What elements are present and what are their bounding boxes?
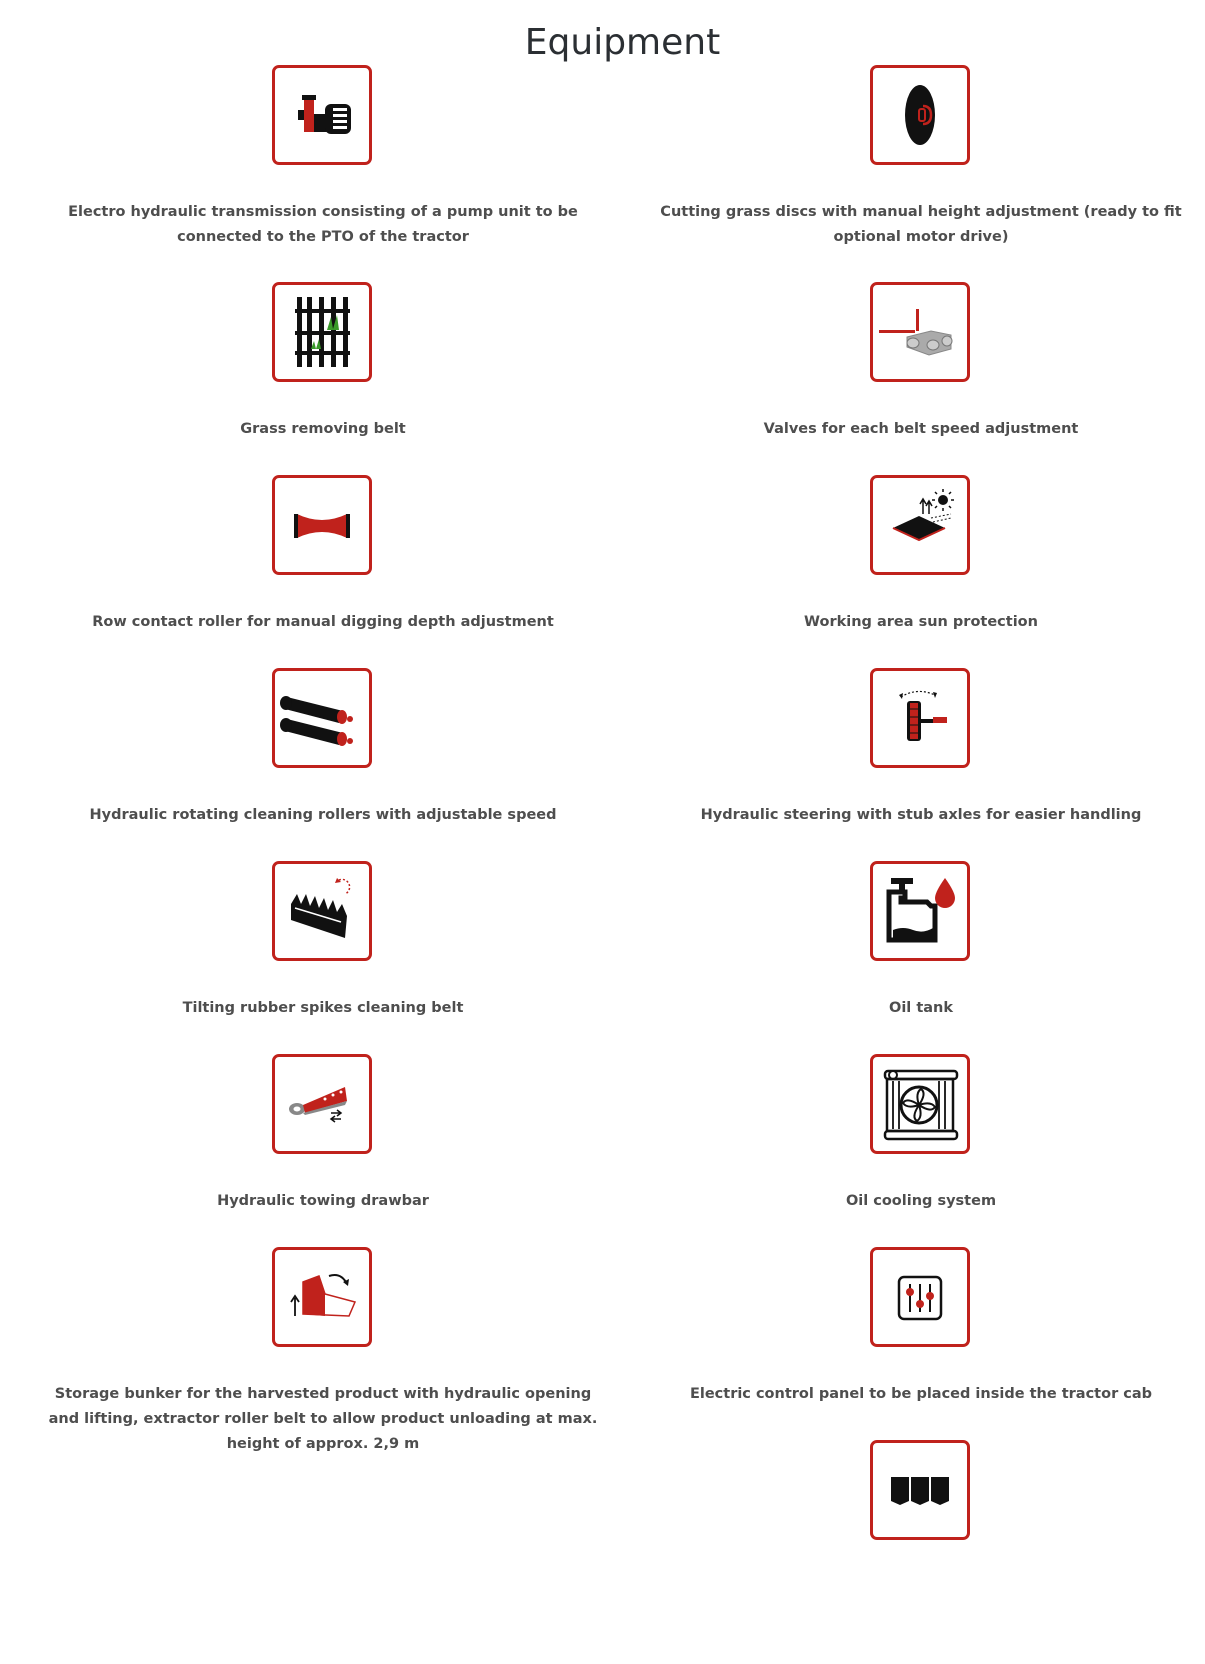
oil-tank-icon [870, 861, 970, 961]
pump-unit-icon [272, 65, 372, 165]
cleaning-rollers-icon [272, 668, 372, 768]
equipment-caption: Hydraulic steering with stub axles for easier handling [700, 807, 1142, 823]
equipment-caption: Cutting grass discs with manual height adjustment (ready to fit optional motor drive) [660, 204, 1182, 245]
equipment-caption: Tilting rubber spikes cleaning belt [182, 1000, 464, 1016]
equipment-caption: Electric control panel to be placed inside the tractor cab [689, 1386, 1153, 1402]
cutting-disc-icon [870, 65, 970, 165]
equipment-caption: Oil tank [889, 1000, 953, 1016]
steering-icon [870, 668, 970, 768]
spikes-belt-icon [272, 861, 372, 961]
grass-belt-icon [272, 282, 372, 382]
equipment-caption: Electro hydraulic transmission consisting of a pump unit to be connected to the PTO of the tractor [68, 204, 578, 245]
control-panel-icon [870, 1247, 970, 1347]
equipment-caption: Storage bunker for the harvested product with hydraulic opening and lifting, extractor roller belt to allow product unloading at max. height of approx. 2,9 m [48, 1386, 598, 1452]
sun-protection-icon [870, 475, 970, 575]
equipment-caption: Hydraulic towing drawbar [217, 1193, 429, 1209]
equipment-caption: Oil cooling system [845, 1193, 997, 1209]
equipment-caption: Row contact roller for manual digging depth adjustment [92, 614, 554, 630]
page-title: Equipment [524, 22, 721, 63]
drawbar-icon [272, 1054, 372, 1154]
curtain-icon [870, 1440, 970, 1540]
equipment-caption: Working area sun protection [804, 614, 1038, 630]
bunker-icon [272, 1247, 372, 1347]
equipment-caption: Valves for each belt speed adjustment [763, 421, 1079, 437]
equipment-caption: Grass removing belt [240, 421, 406, 437]
equipment-caption: Hydraulic rotating cleaning rollers with adjustable speed [89, 807, 557, 823]
oil-cooling-icon [870, 1054, 970, 1154]
valves-icon [870, 282, 970, 382]
roller-icon [272, 475, 372, 575]
